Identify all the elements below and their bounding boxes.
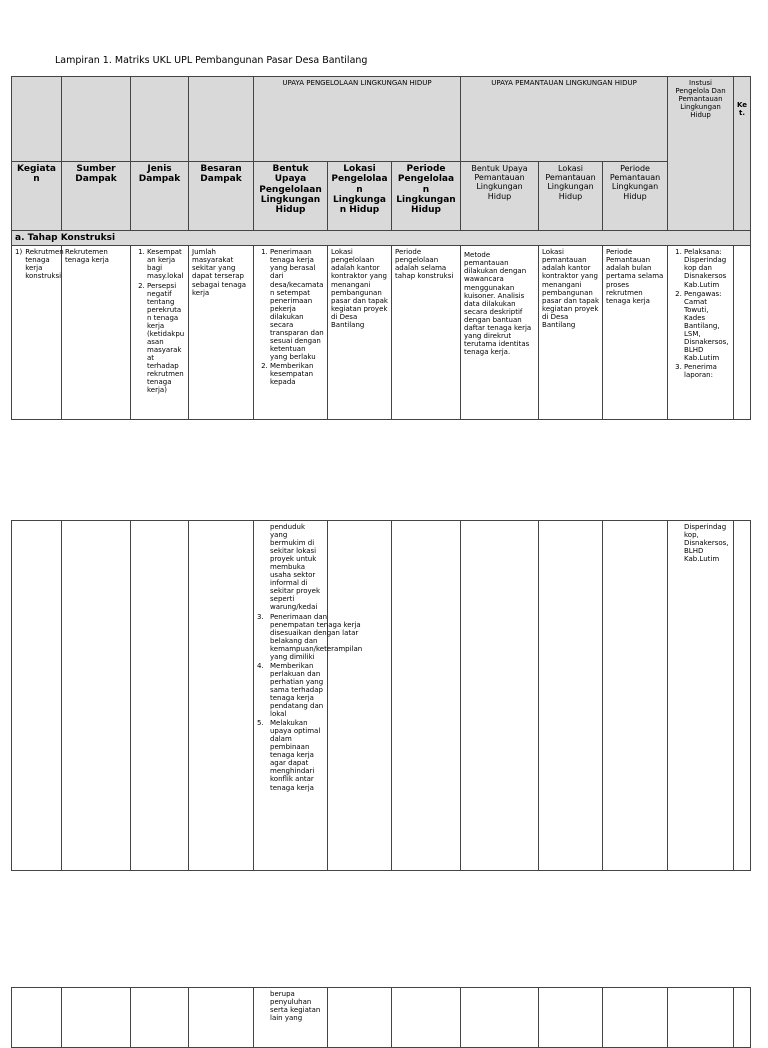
header-kegiatan: Kegiatan — [12, 162, 62, 231]
cell-instansi — [668, 988, 734, 1048]
cell-jenis-dampak — [131, 521, 189, 871]
cell-bentuk-pengelolaan — [254, 246, 328, 420]
cell-periode-pemantauan — [603, 521, 668, 871]
bentuk-pengelolaan-continuation: berupa penyuluhan serta kegiatan lain yang — [270, 990, 321, 1023]
list-number: 4. — [257, 661, 264, 670]
matrix-table-page-1 — [11, 76, 751, 420]
matrix-table-page-2 — [11, 520, 751, 871]
cell-lokasi-pengelolaan: Lokasi pengelolaan adalah kantor kontraktor yang menangani pembangunan pasar dan tapak kegiatan proyek di Desa Bantilang — [328, 246, 392, 420]
header-lokasi-pengelolaan: Lokasi Pengelolaan Lingkungan Hidup — [328, 162, 392, 231]
header-upaya-pemantauan: UPAYA PEMANTAUAN LINGKUNGAN HIDUP — [461, 77, 668, 162]
cell-lokasi-pengelolaan — [328, 988, 392, 1048]
jenis-dampak-item: 1. Kesempatan kerja bagi masy.lokal — [147, 248, 185, 280]
cell-instansi — [668, 246, 734, 420]
cell-ket — [734, 246, 751, 420]
bentuk-pengelolaan-item: Melakukan upaya optimal dalam pembinaan tenaga kerja agar dapat menghindari konflik antar tenaga kerja — [270, 719, 321, 792]
header-blank-1 — [12, 77, 62, 162]
cell-periode-pengelolaan: Periode pengelolaan adalah selama tahap konstruksi — [392, 246, 461, 420]
document-title: Lampiran 1. Matriks UKL UPL Pembangunan Pasar Desa Bantilang — [55, 55, 368, 66]
bentuk-pengelolaan-continuation: penduduk yang bermukim di sekitar lokasi proyek untuk membuka usaha sektor informal di sekitar proyek seperti warung/kedai — [270, 523, 321, 612]
cell-lokasi-pemantauan — [539, 521, 603, 871]
cell-periode-pengelolaan — [392, 988, 461, 1048]
header-upaya-pengelolaan: UPAYA PENGELOLAAN LINGKUNGAN HIDUP — [254, 77, 461, 162]
bentuk-pengelolaan-item: 1. Penerimaan tenaga kerja yang berasal dari desa/kecamatan setempat penerimaan pekerja dilakukan secara transparan dan sesuai dengan ketentuan yang berlaku — [270, 248, 324, 361]
cell-ket — [734, 988, 751, 1048]
header-periode-pemantauan: Periode Pemantauan Lingkungan Hidup — [603, 162, 668, 231]
cell-kegiatan — [12, 246, 62, 420]
cell-periode-pengelolaan — [392, 521, 461, 871]
cell-bentuk-pemantauan — [461, 988, 539, 1048]
instansi-continuation: Disperindagkop, Disnakersos, BLHD Kab.Lutim — [684, 523, 729, 564]
cell-lokasi-pemantauan — [539, 988, 603, 1048]
cell-sumber-dampak — [62, 988, 131, 1048]
instansi-item: 3. Penerima laporan: — [684, 363, 730, 379]
header-bentuk-pemantauan: Bentuk Upaya Pemantauan Lingkungan Hidup — [461, 162, 539, 231]
header-jenis-dampak: Jenis Dampak — [131, 162, 189, 231]
kegiatan-number: 1) — [15, 248, 23, 257]
cell-lokasi-pengelolaan — [328, 521, 392, 871]
cell-besaran-dampak: Jumlah masyarakat sekitar yang dapat terserap sebagai tenaga kerja — [189, 246, 254, 420]
phase-label: a. Tahap Konstruksi — [12, 231, 751, 246]
header-besaran-dampak: Besaran Dampak — [189, 162, 254, 231]
header-lokasi-pemantauan: Lokasi Pemantauan Lingkungan Hidup — [539, 162, 603, 231]
cell-besaran-dampak — [189, 521, 254, 871]
header-ket: Ket. — [734, 77, 751, 231]
instansi-item: 1. Pelaksana: Disperindagkop dan Disnakersos Kab.Lutim — [684, 248, 730, 288]
matrix-table-page-3 — [11, 987, 751, 1048]
cell-sumber-dampak — [62, 521, 131, 871]
kegiatan-text: Rekrutmen tenaga kerja konstruksi — [25, 248, 64, 281]
bentuk-pengelolaan-item: Memberikan perlakuan dan perhatian yang sama terhadap tenaga kerja pendatang dan lokal — [270, 661, 324, 719]
cell-bentuk-pemantauan: Metode pemantauan dilakukan dengan wawancara menggunakan kuisoner. Analisis data dilakukan secara deskriptif dengan bantuan daftar tenaga kerja yang direkrut terutama identitas tenaga kerja. — [461, 246, 539, 420]
cell-bentuk-pengelolaan — [254, 988, 328, 1048]
list-number: 5. — [257, 719, 264, 728]
header-instansi: Instusi Pengelola Dan Pemantauan Lingkungan Hidup — [668, 77, 734, 231]
cell-sumber-dampak: Rekrutemen tenaga kerja — [62, 246, 131, 420]
cell-kegiatan — [12, 988, 62, 1048]
cell-bentuk-pemantauan — [461, 521, 539, 871]
cell-kegiatan — [12, 521, 62, 871]
header-blank-4 — [189, 77, 254, 162]
instansi-item: 2. Pengawas: Camat Towuti, Kades Bantilang, LSM, Disnakersos, BLHD Kab.Lutim — [684, 290, 730, 362]
header-sumber-dampak: Sumber Dampak — [62, 162, 131, 231]
cell-instansi — [668, 521, 734, 871]
header-blank-3 — [131, 77, 189, 162]
header-bentuk-pengelolaan: Bentuk Upaya Pengelolaan Lingkungan Hidup — [254, 162, 328, 231]
header-periode-pengelolaan: Periode Pengelolaan Lingkungan Hidup — [392, 162, 461, 231]
bentuk-pengelolaan-item: Penerimaan dan penempatan tenaga kerja disesuaikan dengan latar belakang dan kemampuan/keterampilan yang dimiliki — [270, 612, 363, 661]
cell-ket — [734, 521, 751, 871]
cell-bentuk-pengelolaan — [254, 521, 363, 871]
cell-jenis-dampak — [131, 246, 189, 420]
cell-periode-pemantauan: Periode Pemantauan adalah bulan pertama selama proses rekrutmen tenaga kerja — [603, 246, 668, 420]
cell-jenis-dampak — [131, 988, 189, 1048]
bentuk-pengelolaan-item: 2. Memberikan kesempatan kepada — [270, 362, 324, 386]
cell-periode-pemantauan — [603, 988, 668, 1048]
list-number: 3. — [257, 612, 264, 621]
header-blank-2 — [62, 77, 131, 162]
cell-lokasi-pemantauan: Lokasi pemantauan adalah kantor kontraktor yang menangani pembangunan pasar dan tapak kegiatan proyek di Desa Bantilang — [539, 246, 603, 420]
jenis-dampak-item: 2. Persepsi negatif tentang perekrutan tenaga kerja (ketidakpuasan masyarakat terhadap rekrutmen tenaga kerja) — [147, 282, 185, 395]
cell-besaran-dampak — [189, 988, 254, 1048]
